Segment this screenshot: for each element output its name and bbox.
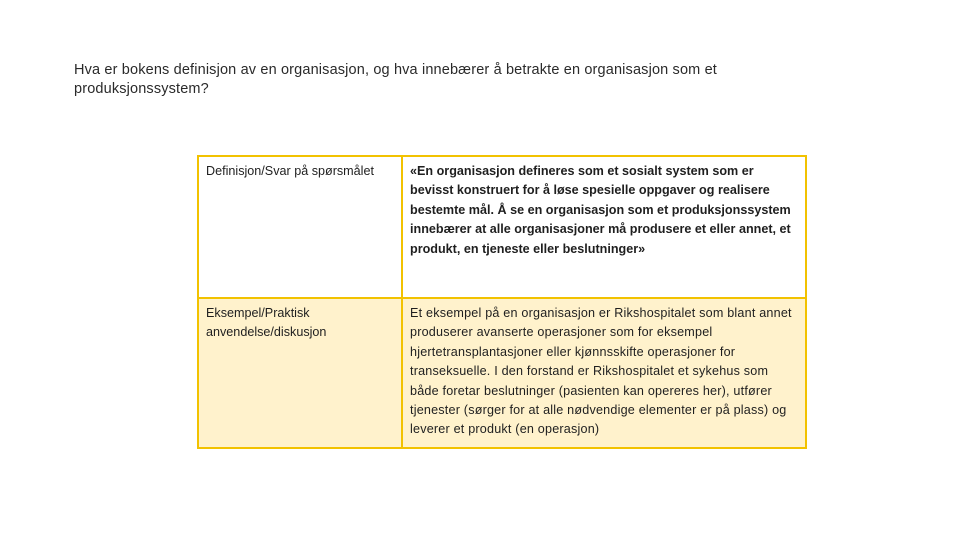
row-label-example: Eksempel/Praktisk anvendelse/diskusjon: [198, 298, 402, 448]
table-row-example: [198, 298, 806, 448]
slide-title: Hva er bokens definisjon av en organisasjon, og hva innebærer å betrakte en organisasjon som et produksjonssystem?: [74, 62, 717, 97]
row-label-definition: Definisjon/Svar på spørsmålet: [198, 156, 402, 298]
row-content-definition: «En organisasjon defineres som et sosialt system som er bevisst konstruert for å løse spesielle oppgaver og realisere bestemte mål. Å se en organisasjon som et produksjonssystem innebærer at alle organisasjoner må produsere et eller annet, et produkt, en tjeneste eller beslutninger»: [402, 156, 806, 298]
table-row-definition: [198, 156, 806, 298]
definition-table: [197, 155, 807, 449]
row-content-example: Et eksempel på en organisasjon er Rikshospitalet som blant annet produserer avanserte operasjoner som for eksempel hjertetransplantasjoner eller kjønnsskifte operasjoner for transeksuelle. I den forstand er Rikshospitalet et sykehus som både foretar beslutninger (pasienten kan opereres her), utfører tjenester (sørger for at alle nødvendige elementer er på plass) og leverer et produkt (en operasjon): [402, 298, 806, 448]
